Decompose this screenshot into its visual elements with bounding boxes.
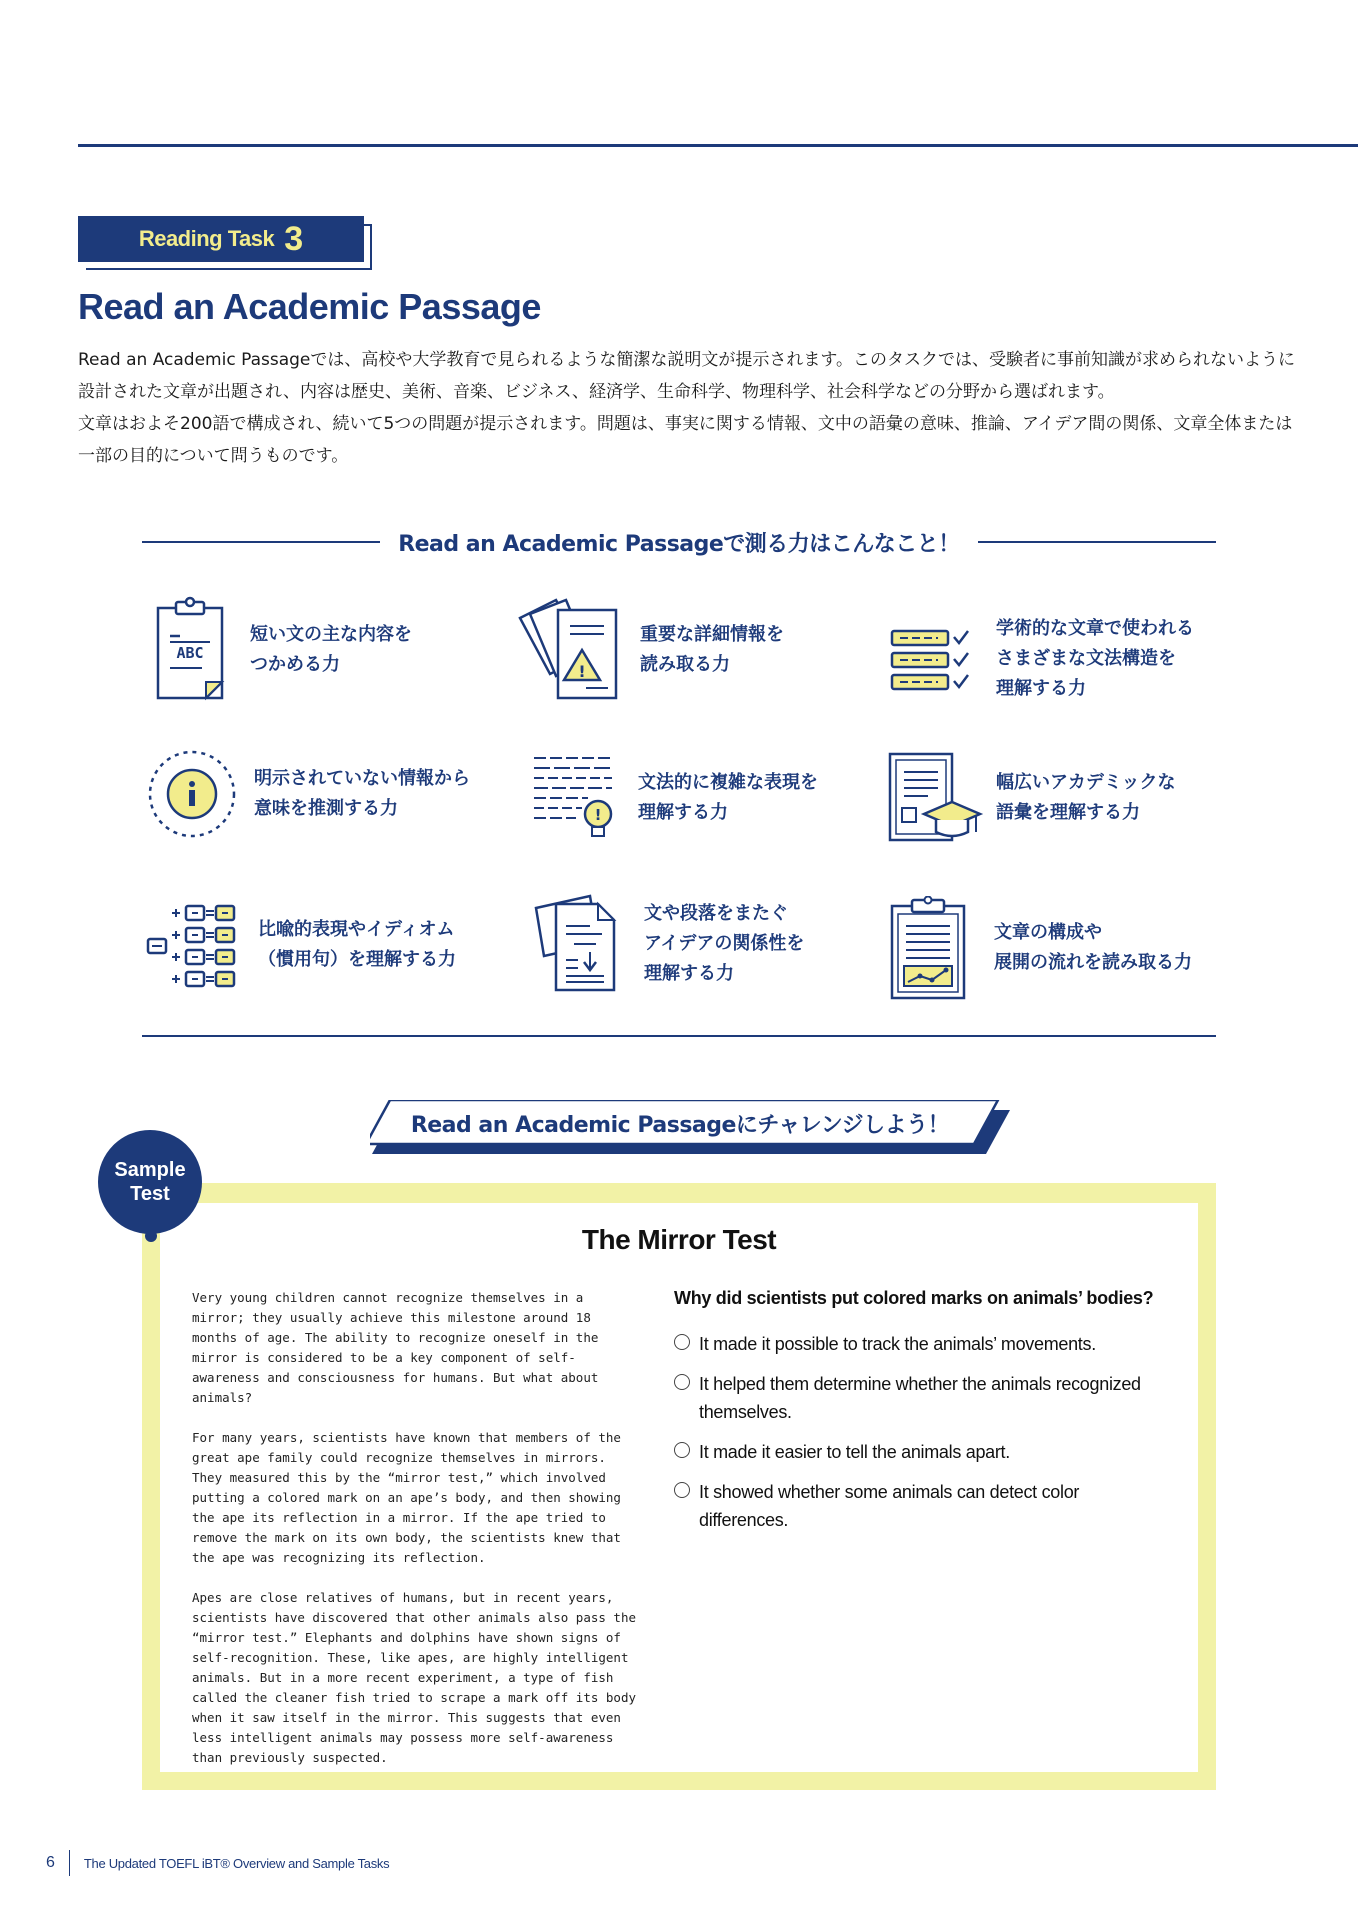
- challenge-heading: [370, 1100, 1010, 1154]
- task-tag: [78, 216, 364, 262]
- skill-item-6: [888, 752, 1175, 844]
- documents-alert-icon: [516, 596, 620, 704]
- equation-blocks-icon: [144, 900, 238, 990]
- skill-label-5: 文法的に複雑な表現を 理解する力: [638, 772, 818, 823]
- intro-paragraph-1: Read an Academic Passageでは、高校や大学教育で見られるような簡潔な説明文が提示されます。このタスクでは、受験者に事前知識が求められないように設計された文章が出題され、内容は歴史、美術、音楽、ビジネス、経済学、生命科学、物理科学、社会科学などの分野から選ばれます。: [78, 350, 1296, 402]
- answer-options: [674, 1330, 1154, 1546]
- checklist-icon: [888, 623, 974, 695]
- sample-badge-line1: Sample: [114, 1159, 186, 1181]
- info-circle-icon: [146, 748, 238, 840]
- task-tag-number: 3: [284, 219, 304, 258]
- intro-paragraph-2: 文章はおよそ200語で構成され、続いて5つの問題が提示されます。問題は、事実に関する情報、文中の語彙の意味、推論、アイデア間の関係、文章全体または一部の目的について問うものです。: [78, 414, 1293, 466]
- skills-heading-line-right: [978, 541, 1216, 543]
- passage-title: The Mirror Test: [581, 1224, 777, 1255]
- skill-label-3: 学術的な文章で使われる さまざまな文法構造を 理解する力: [996, 618, 1194, 699]
- skills-heading: [142, 526, 1216, 558]
- passage-paragraph-1: Very young children cannot recognize themselves in a mirror; they usually achieve this milestone around 18 months of age. The ability to recognize oneself in the mirror is considered to be a key component of self-awareness and consciousness for humans. But what about animals?: [192, 1290, 599, 1405]
- text-lightbulb-icon: [532, 752, 614, 844]
- challenge-heading-text: Read an Academic Passageにチャレンジしよう！: [410, 1112, 950, 1138]
- skill-item-3: [888, 614, 1194, 704]
- answer-option-4[interactable]: [674, 1478, 1154, 1534]
- answer-option-text: It made it possible to track the animals’ movements.: [699, 1334, 1096, 1354]
- page-number: 6: [46, 1854, 55, 1871]
- skills-heading-text: Read an Academic Passageで測る力はこんなこと！: [398, 531, 960, 557]
- top-rule: [78, 144, 1358, 147]
- passage-paragraph-2: For many years, scientists have known that members of the great ape family could recognize themselves in mirrors. They measured this by the “mirror test,” which involved putting a colored mark on an ape’s body, and then showing the ape its reflection in a mirror. If the ape tried to remove the mark on its own body, the scientists knew that the ape was recognizing its reflection.: [192, 1430, 621, 1565]
- footer-divider: [69, 1850, 70, 1876]
- answer-option-text: It helped them determine whether the animals recognized themselves.: [699, 1374, 1141, 1422]
- radio-icon[interactable]: [674, 1482, 690, 1498]
- task-tag-label: Reading Task: [138, 226, 275, 251]
- answer-option-3[interactable]: [674, 1438, 1154, 1466]
- skill-item-9: [888, 896, 1192, 1000]
- document-arrow-icon: [534, 894, 618, 994]
- skill-label-7: 比喩的表現やイディオム （慣用句）を理解する力: [258, 919, 456, 970]
- clipboard-abc-icon: [150, 596, 230, 704]
- answer-option-2[interactable]: [674, 1370, 1154, 1426]
- passage-text: [192, 1288, 642, 1788]
- skill-label-9: 文章の構成や 展開の流れを読み取る力: [994, 922, 1192, 973]
- page-title: Read an Academic Passage: [78, 286, 541, 327]
- svg-text:!: !: [578, 662, 586, 681]
- skill-label-8: 文や段落をまたぐ アイデアの関係性を 理解する力: [644, 903, 805, 984]
- document-graduation-cap-icon: [888, 752, 984, 844]
- answer-option-1[interactable]: [674, 1330, 1154, 1358]
- task-tag-outline-top: [364, 224, 372, 226]
- skill-item-4: [146, 748, 470, 840]
- task-tag-fill: [78, 216, 364, 262]
- skill-item-7: [144, 900, 456, 990]
- skill-label-1: 短い文の主な内容を つかめる力: [250, 624, 412, 675]
- radio-icon[interactable]: [674, 1374, 690, 1390]
- skill-label-2: 重要な詳細情報を 読み取る力: [640, 624, 784, 675]
- skill-label-4: 明示されていない情報から 意味を推測する力: [254, 768, 470, 819]
- skill-item-1: [150, 596, 412, 704]
- clipboard-chart-icon: [888, 896, 968, 1000]
- footer-text: The Updated TOEFL iBT® Overview and Sample Tasks: [83, 1855, 390, 1871]
- svg-text:ABC: ABC: [176, 644, 204, 662]
- skill-label-6: 幅広いアカデミックな 語彙を理解する力: [996, 772, 1176, 823]
- radio-icon[interactable]: [674, 1334, 690, 1350]
- sample-test-badge: [98, 1130, 202, 1234]
- radio-icon[interactable]: [674, 1442, 690, 1458]
- skill-item-8: [534, 894, 804, 994]
- sample-badge-line2: Test: [130, 1183, 170, 1205]
- skill-item-2: [516, 596, 784, 704]
- question-text: Why did scientists put colored marks on animals’ bodies?: [674, 1288, 1154, 1308]
- skills-bottom-rule: [142, 1035, 1216, 1037]
- intro-text: [78, 344, 1298, 472]
- page-footer: [46, 1850, 389, 1876]
- answer-option-text: It showed whether some animals can detect color differences.: [699, 1482, 1080, 1530]
- skill-item-5: [532, 752, 818, 844]
- svg-text:!: !: [594, 806, 602, 824]
- answer-option-text: It made it easier to tell the animals apart.: [699, 1442, 1010, 1462]
- passage-paragraph-3: Apes are close relatives of humans, but in recent years, scientists have discovered that other animals also pass the “mirror test.” Elephants and dolphins have shown signs of self-recognition. These, like apes, are highly intelligent animals. But in a more recent experiment, a type of fish called the cleaner fish tried to scrape a mark off its body when it saw itself in the mirror. This suggests that even less intelligent animals may possess more self-awareness than previously suspected.: [192, 1590, 637, 1765]
- skills-heading-line-left: [142, 541, 380, 543]
